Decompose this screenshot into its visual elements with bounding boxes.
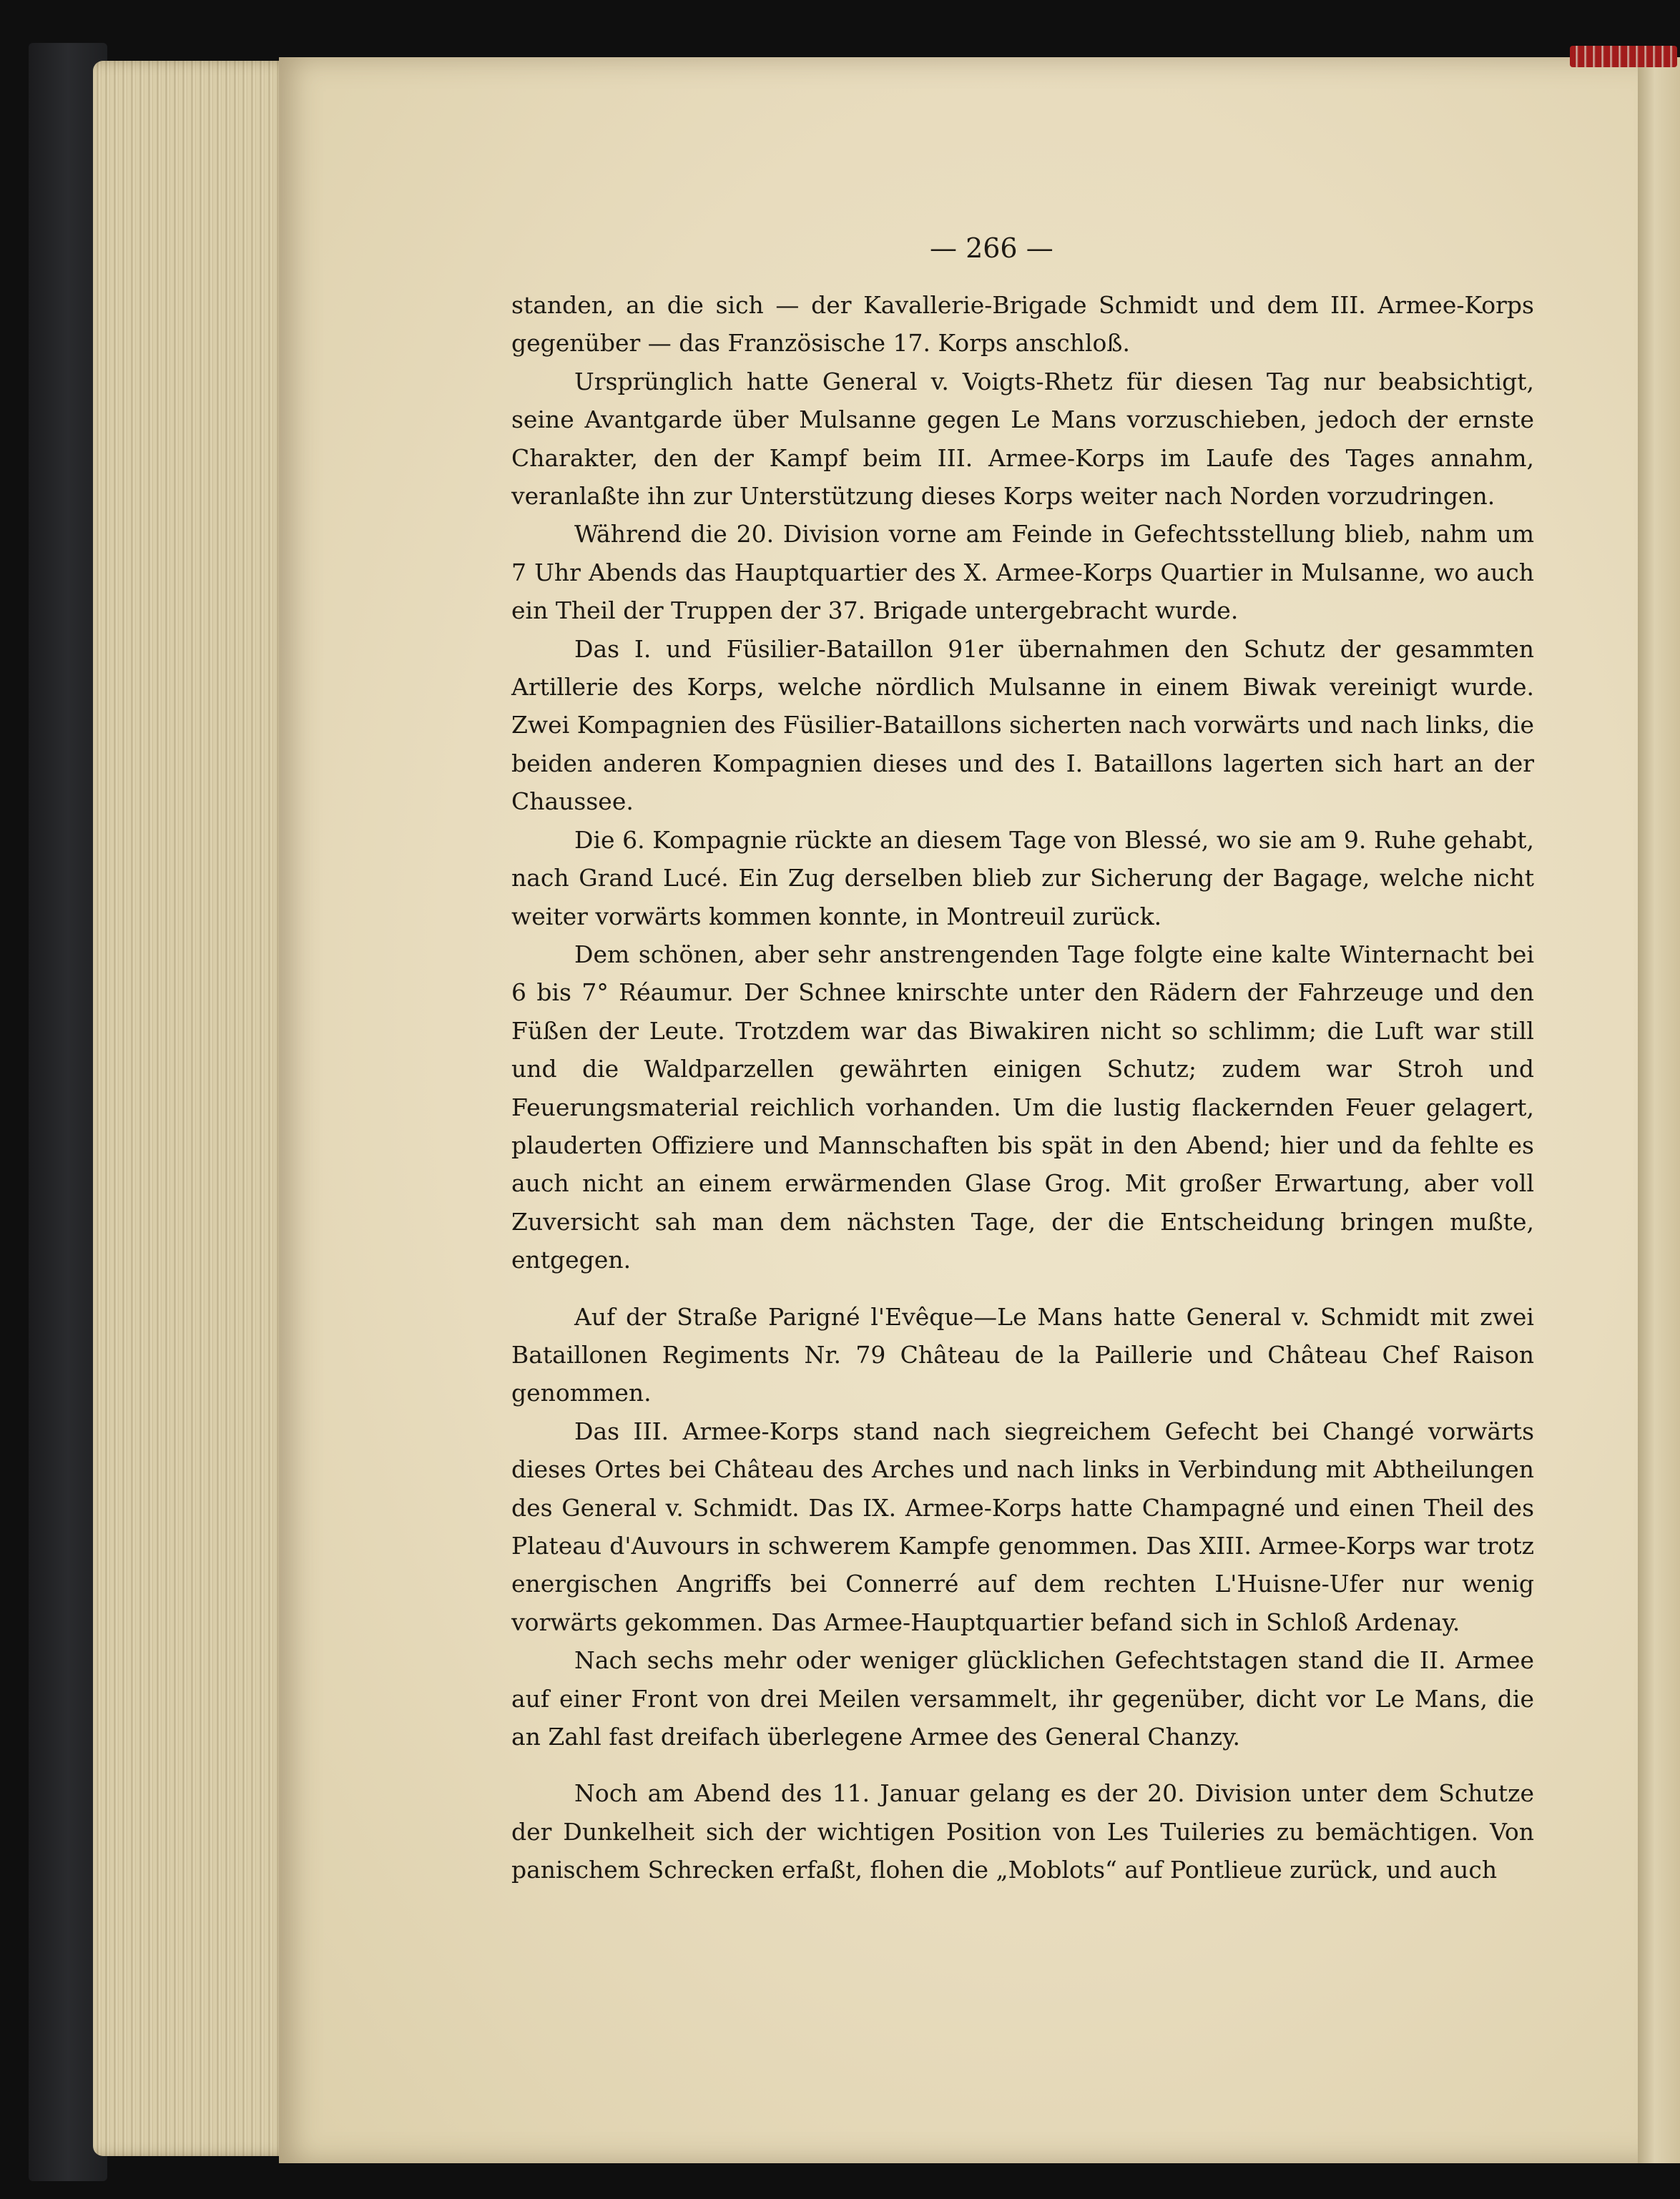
paragraph: Dem schönen, aber sehr anstrengenden Tage folgte eine kalte Winternacht bei 6 bis 7° Réaumur. Der Schnee knirschte unter den Rädern der Fahrzeuge und den Füßen der Leute. Trotzdem war das Biwakiren nicht so schlimm; die Luft war still und die Waldparzellen gewährten einigen Schutz; zudem war Stroh und Feuerungsmaterial reichlich vorhanden. Um die lustig flackernden Feuer gelagert, plauderten Offiziere und Mannschaften bis spät in den Abend; hier und da fehlte es auch nicht an einem erwärmenden Glase Grog. Mit großer Erwartung, aber voll Zuversicht sah man dem nächsten Tage, der die Entscheidung bringen mußte, entgegen. — [511, 940, 1534, 1274]
paragraph: standen, an die sich — der Kavallerie-Brigade Schmidt und dem III. Armee-Korps gegenüber — das Französische 17. Korps anschloß. — [511, 291, 1534, 358]
bookmark-ribbon — [1570, 46, 1677, 67]
paragraph: Nach sechs mehr oder weniger glücklichen Gefechtstagen stand die II. Armee auf einer Front von drei Meilen versammelt, ihr gegenüber, dicht vor Le Mans, die an Zahl fast dreifach überlegene Armee des General Chanzy. — [511, 1646, 1534, 1751]
page-number-header: — 266 — — [930, 232, 1053, 264]
paragraph: Noch am Abend des 11. Januar gelang es der 20. Division unter dem Schutze der Dunkelheit sich der wichtigen Position von Les Tuileries zu bemächtigen. Von panischem Schrecken erfaßt, flohen die „Moblots“ auf Pontlieue zurück, und auch — [511, 1779, 1534, 1884]
paragraph: Das III. Armee-Korps stand nach siegreichem Gefecht bei Changé vorwärts dieses Ortes bei Château des Arches und nach links in Verbindung mit Abtheilungen des General v. Schmidt. Das IX. Armee-Korps hatte Champagné und einen Theil des Plateau d'Auvours in schwerem Kampfe genommen. Das XIII. Armee-Korps war trotz energischen Angriffs bei Connerré auf dem rechten L'Huisne-Ufer nur wenig vorwärts gekommen. Das Armee-Hauptquartier befand sich in Schloß Ardenay. — [511, 1417, 1534, 1636]
paragraph: Ursprünglich hatte General v. Voigts-Rhetz für diesen Tag nur beabsichtigt, seine Avantgarde über Mulsanne gegen Le Mans vorzuschieben, jedoch der ernste Charakter, den der Kampf beim III. Armee-Korps im Laufe des Tages annahm, veranlaßte ihn zur Unterstützung dieses Korps weiter nach Norden vorzudringen. — [511, 367, 1534, 511]
page-text — [511, 286, 1534, 1889]
paragraph: Auf der Straße Parigné l'Evêque—Le Mans hatte General v. Schmidt mit zwei Bataillonen Regiments Nr. 79 Château de la Paillerie und Château Chef Raison genommen. — [511, 1302, 1534, 1407]
paragraph: Das I. und Füsilier-Bataillon 91er übernahmen den Schutz der gesammten Artillerie des Korps, welche nördlich Mulsanne in einem Biwak vereinigt wurde. Zwei Kompagnien des Füsilier-Bataillons sicherten nach vorwärts und nach links, die beiden anderen Kompagnien dieses und des I. Bataillons lagerten sich hart an der Chaussee. — [511, 634, 1534, 816]
facing-page-edge — [1638, 57, 1680, 2163]
paragraph: Die 6. Kompagnie rückte an diesem Tage von Blessé, wo sie am 9. Ruhe gehabt, nach Grand Lucé. Ein Zug derselben blieb zur Sicherung der Bagage, welche nicht weiter vorwärts kommen konnte, in Montreuil zurück. — [511, 825, 1534, 930]
page-edges — [93, 61, 293, 2156]
paragraph: Während die 20. Division vorne am Feinde in Gefechtsstellung blieb, nahm um 7 Uhr Abends das Hauptquartier des X. Armee-Korps Quartier in Mulsanne, wo auch ein Theil der Truppen der 37. Brigade untergebracht wurde. — [511, 520, 1534, 625]
